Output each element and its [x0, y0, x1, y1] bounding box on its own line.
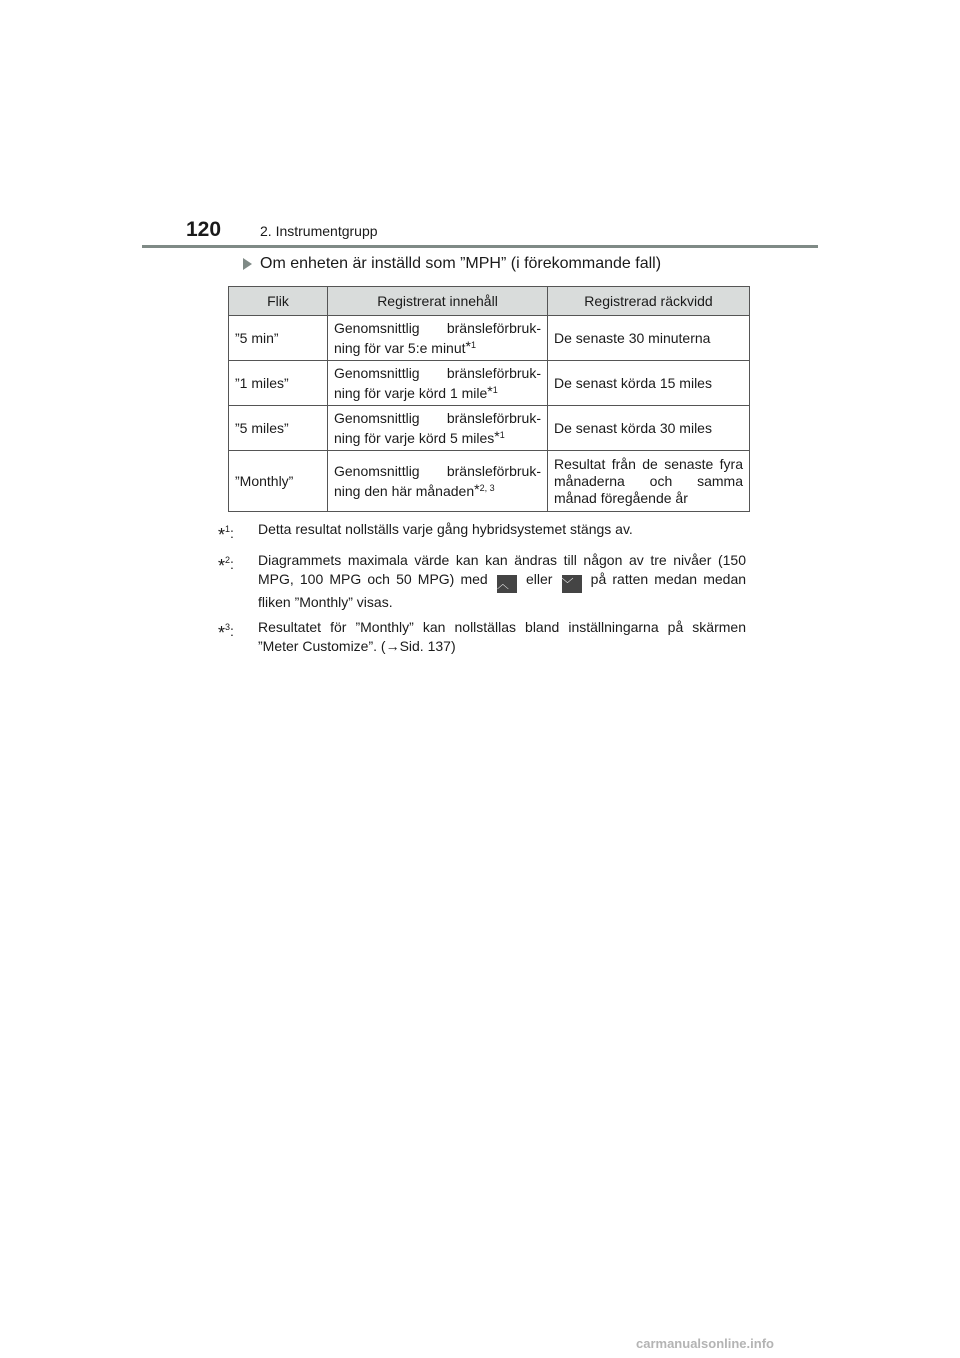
chapter-title: 2. Instrumentgrupp	[260, 223, 378, 239]
data-table	[228, 286, 750, 512]
footnote-text: Diagrammets maximala värde kan kan ändras till någon av tre nivåer (150 MPG, 100 MPG och 50 MPG) med ︿ eller ﹀ på ratten medan medan fliken ”Monthly” visas.	[258, 552, 747, 610]
table-row	[229, 451, 750, 512]
page-header	[186, 214, 818, 248]
section-subheading	[243, 255, 661, 273]
footnote-marker: *$^3$:	[218, 622, 234, 643]
footnote-1	[218, 520, 746, 545]
footnotes	[218, 520, 746, 662]
content-cell: Genomsnittlig bränsleförbruk-ning för varje körd 5 miles$^{*1}$	[328, 406, 548, 451]
footnote-ref: *2, 3	[474, 480, 495, 497]
content-cell: Genomsnittlig bränsleförbruk-ning den här månaden$^{*2, 3}$	[328, 451, 548, 512]
table-header-row	[229, 287, 750, 316]
footnote-marker: *$^1$:	[218, 524, 234, 545]
footnote-text: Detta resultat nollställs varje gång hybridsystemet stängs av.	[258, 521, 633, 537]
range-cell: De senast körda 15 miles	[548, 361, 750, 406]
footnote-ref: *1	[487, 382, 498, 399]
range-cell: Resultat från de senaste fyra månaderna och samma månad föregående år	[548, 451, 750, 512]
header-rule	[142, 245, 818, 248]
tab-cell: ”5 miles”	[229, 406, 328, 451]
column-header: Registrerad räckvidd	[548, 287, 750, 316]
page-number: 120	[186, 218, 222, 241]
subheading-text: Om enheten är inställd som ”MPH” (i förekommande fall)	[260, 255, 662, 272]
footnote-3	[218, 618, 746, 656]
tab-cell: ”Monthly”	[229, 451, 328, 512]
tab-cell: ”1 miles”	[229, 361, 328, 406]
table-row	[229, 361, 750, 406]
range-cell: De senast körda 30 miles	[548, 406, 750, 451]
watermark: carmanualsonline.info	[636, 1336, 774, 1351]
column-header: Flik	[229, 287, 328, 316]
content-cell: Genomsnittlig bränsleförbruk-ning för var 5:e minut$^{*1}$	[328, 316, 548, 361]
footnote-ref: *1	[465, 337, 476, 354]
triangle-bullet-icon	[243, 258, 252, 270]
column-header: Registrerat innehåll	[328, 287, 548, 316]
footnote-2	[218, 551, 746, 612]
table-row	[229, 406, 750, 451]
chevron-down-icon: ﹀	[562, 575, 582, 593]
table-row	[229, 316, 750, 361]
footnote-marker: *$^2$:	[218, 555, 234, 576]
range-cell: De senaste 30 minuterna	[548, 316, 750, 361]
tab-cell: ”5 min”	[229, 316, 328, 361]
chevron-up-icon: ︿	[497, 575, 517, 593]
footnote-text: Resultatet för ”Monthly” kan nollställas bland inställningarna på skärmen ”Meter Customize”. (→Sid. 137)	[258, 619, 746, 654]
content-cell: Genomsnittlig bränsleförbruk-ning för varje körd 1 mile$^{*1}$	[328, 361, 548, 406]
footnote-ref: *1	[494, 427, 505, 444]
